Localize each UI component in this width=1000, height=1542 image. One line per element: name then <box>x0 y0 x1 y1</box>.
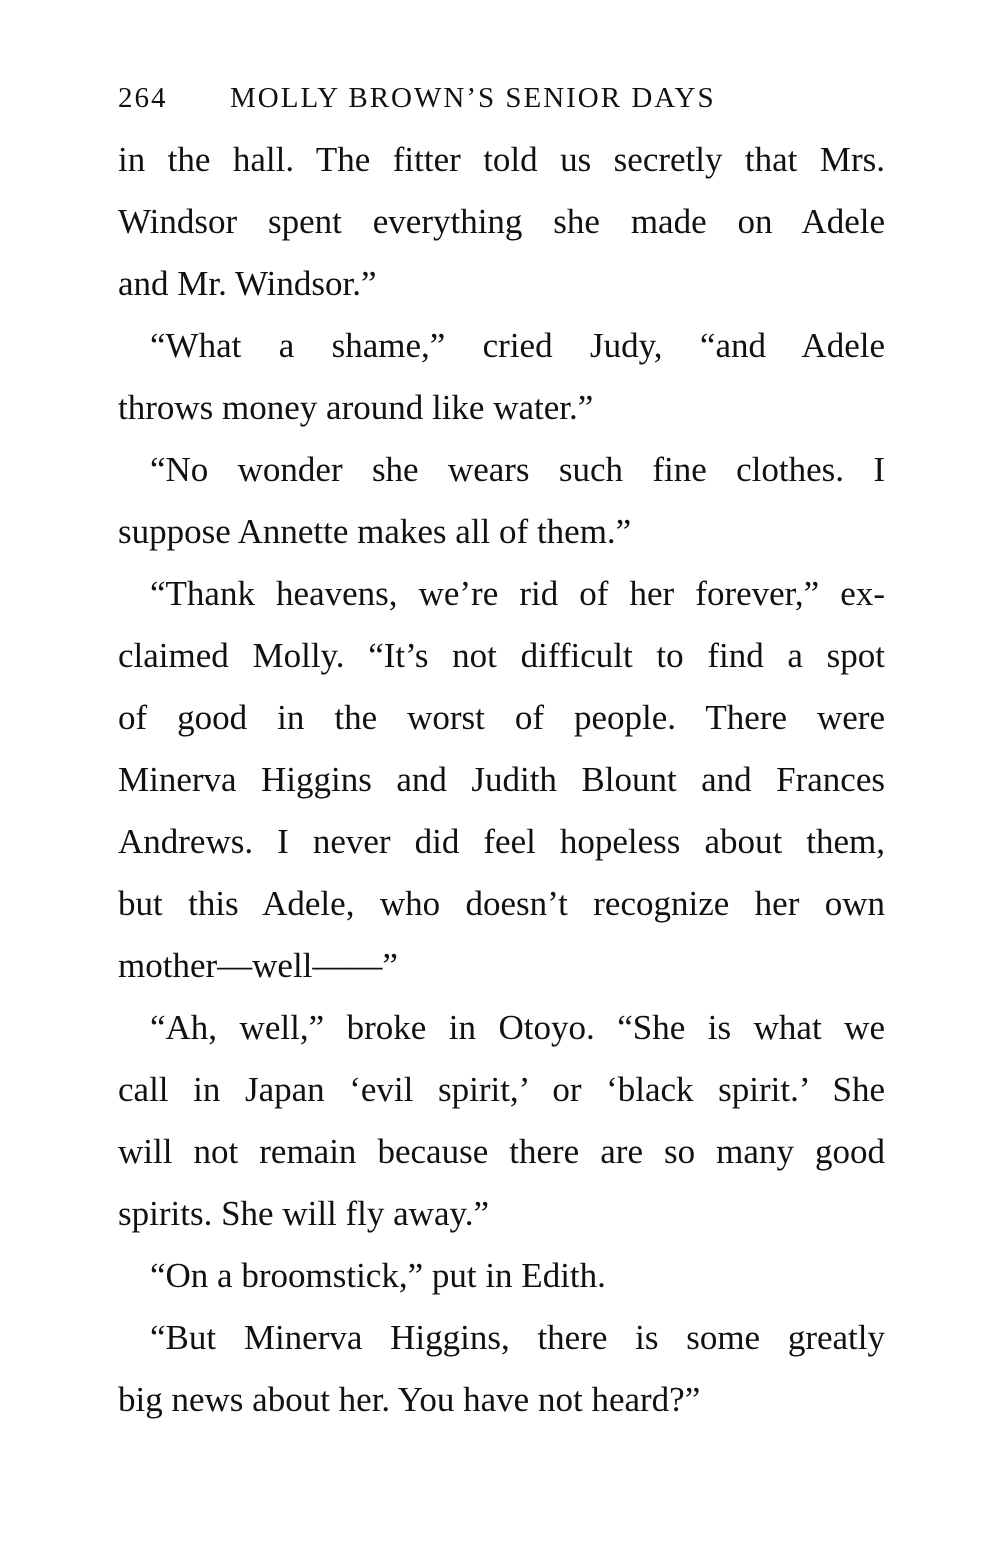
text-line: call in Japan ‘evil spirit,’ or ‘black spirit.’ She <box>118 1070 885 1109</box>
text-line: Minerva Higgins and Judith Blount and Frances <box>118 760 885 799</box>
text-line: mother—well——” <box>118 946 398 985</box>
text-line: “What a shame,” cried Judy, “and Adele <box>150 326 885 365</box>
text-line: Andrews. I never did feel hopeless about them, <box>118 822 885 861</box>
running-title: MOLLY BROWN’S SENIOR DAYS <box>230 82 716 114</box>
text-line: claimed Molly. “It’s not difficult to find a spot <box>118 636 885 675</box>
page-number: 264 <box>118 82 168 114</box>
text-line: suppose Annette makes all of them.” <box>118 512 632 551</box>
text-line: will not remain because there are so many good <box>118 1132 885 1171</box>
text-line: “Ah, well,” broke in Otoyo. “She is what we <box>150 1008 885 1047</box>
text-line: but this Adele, who doesn’t recognize her own <box>118 884 885 923</box>
text-line: “Thank heavens, we’re rid of her forever,” ex- <box>150 574 885 613</box>
text-line: spirits. She will fly away.” <box>118 1194 490 1233</box>
text-line: “But Minerva Higgins, there is some greatly <box>150 1318 885 1357</box>
text-line: throws money around like water.” <box>118 388 594 427</box>
text-line: Windsor spent everything she made on Adele <box>118 202 885 241</box>
text-line: of good in the worst of people. There were <box>118 698 885 737</box>
text-line: and Mr. Windsor.” <box>118 264 377 303</box>
running-head <box>118 78 838 118</box>
text-line: “No wonder she wears such fine clothes. I <box>150 450 885 489</box>
text-line: big news about her. You have not heard?” <box>118 1380 701 1419</box>
text-line: “On a broomstick,” put in Edith. <box>150 1256 606 1295</box>
text-line: in the hall. The fitter told us secretly that Mrs. <box>118 140 885 179</box>
